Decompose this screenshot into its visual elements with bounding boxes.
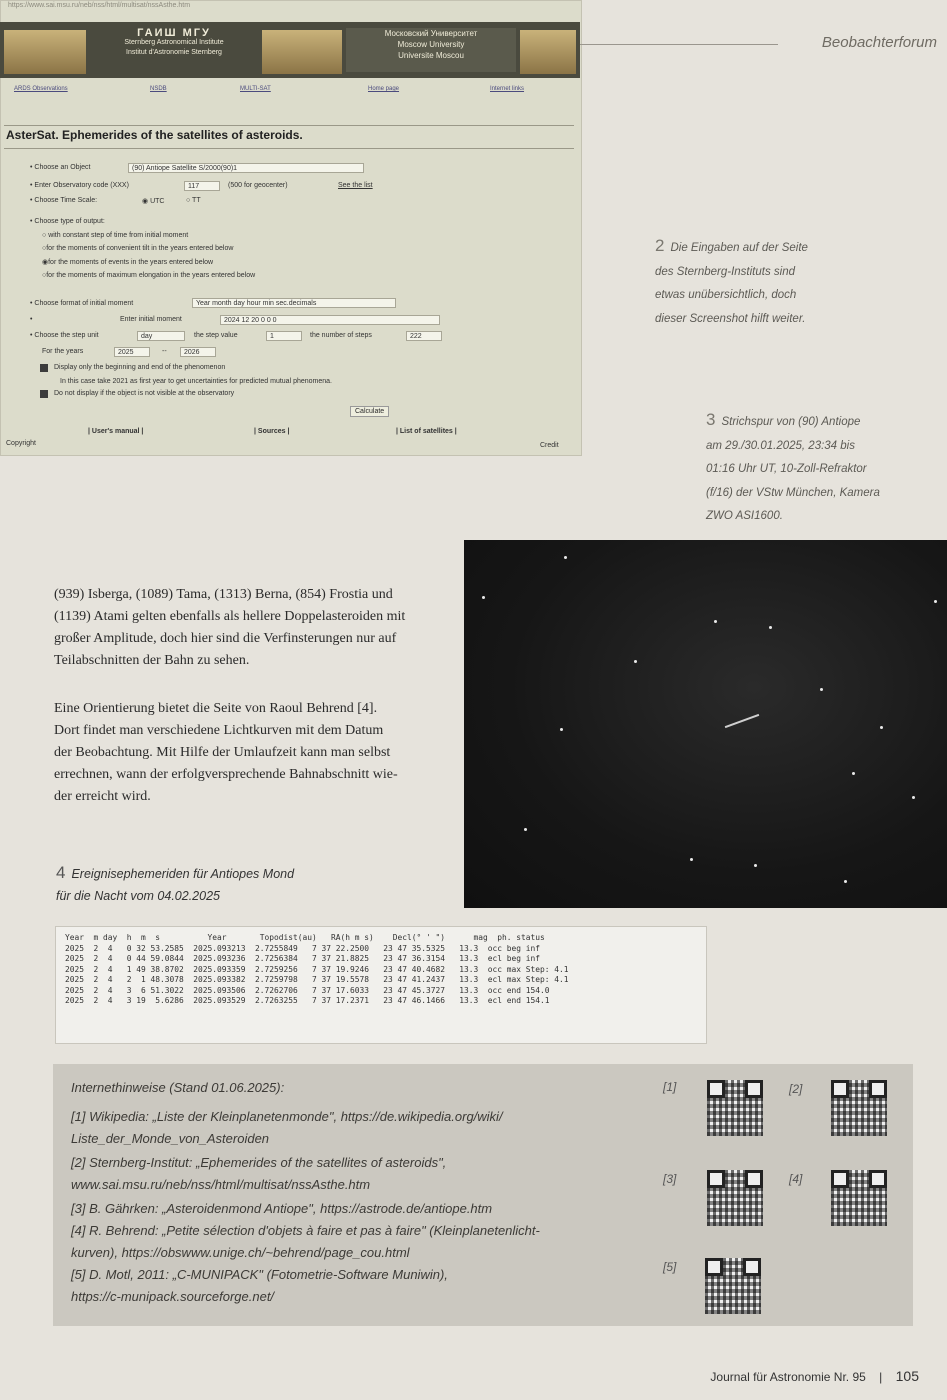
church-image (520, 30, 576, 74)
obs-code-input[interactable]: 117 (184, 181, 220, 191)
copyright: Copyright (6, 440, 36, 447)
obs-code-label: • Enter Observatory code (XXX) (30, 182, 129, 189)
format-label: • Choose format of initial moment (30, 300, 134, 307)
qr-label: [2] (789, 1082, 803, 1096)
banner-left: ГАИШ МГУ Sternberg Astronomical Institute Institut d'Astronomie Sternberg (124, 27, 224, 56)
star (564, 556, 567, 559)
star (844, 880, 847, 883)
caption-2: 2 Die Eingaben auf der Seite des Sternberg-Instituts sind etwas unübersichtlich, doch dieser Screenshot hilft weiter. (655, 236, 808, 325)
nav-link[interactable]: ARDS Observations (14, 86, 68, 92)
steps-input[interactable]: 222 (406, 331, 442, 341)
qr-code-icon[interactable] (707, 1170, 763, 1226)
nav-link[interactable]: Home page (368, 86, 400, 92)
qr-code-icon[interactable] (831, 1170, 887, 1226)
star (880, 726, 883, 729)
star (482, 596, 485, 599)
bullet: • (30, 316, 33, 323)
table-row: 2025 2 4 3 19 5.6286 2025.093529 2.7263255 7 37 17.2371 23 47 46.1466 13.3 ecl end 154.1 (65, 996, 550, 1005)
page-footer (710, 1368, 919, 1384)
qr-label: [1] (663, 1080, 677, 1094)
time-scale-label: • Choose Time Scale: (30, 197, 98, 204)
links-heading: Internethinweise (Stand 01.06.2025): (71, 1080, 285, 1095)
output-option-selected[interactable]: ◉for the moments of events in the years entered below (42, 259, 214, 266)
begin-end-checkbox[interactable] (40, 364, 48, 372)
page-title: AsterSat. Ephemerides of the satellites of asteroids. (6, 128, 303, 142)
link-line: kurven), https://obswww.unige.ch/~behrend/page_cou.html (71, 1245, 410, 1260)
journal-name: Journal für Astronomie Nr. 95 (710, 1370, 866, 1384)
caption-number: 4 (56, 863, 66, 882)
credit: Credit (540, 442, 559, 449)
body-paragraph-2: Eine Orientierung bietet die Seite von Raoul Behrend [4]. Dort findet man verschiedene Lichtkurven mit dem Datum der Beobachtung. Mit Hilfe der Umlaufzeit kann man selbst errechnen, wann der erfolgversprechende Bahnabschnitt wie- der erreicht wird. (54, 701, 398, 804)
not-visible-checkbox[interactable] (40, 390, 48, 398)
qr-code-icon[interactable] (705, 1258, 761, 1314)
qr-label: [5] (663, 1260, 677, 1274)
table-row: 2025 2 4 1 49 38.8702 2025.093359 2.7259256 7 37 19.9246 23 47 40.4682 13.3 occ max Step: 4.1 (65, 964, 569, 974)
output-label: • Choose type of output: (30, 218, 105, 225)
begin-end-label: Display only the beginning and end of the phenomenon (54, 364, 226, 371)
star (714, 620, 717, 623)
step-unit-label: • Choose the step unit (30, 332, 99, 339)
section-title: Beobachterforum (821, 34, 937, 51)
star (934, 600, 937, 603)
table-row: 2025 2 4 0 44 59.0844 2025.093236 2.7256384 7 37 21.8825 23 47 36.3154 13.3 ecl beg inf (65, 954, 541, 963)
note-2021: In this case take 2021 as first year to get uncertainties for predicted mutual phenomena. (60, 378, 332, 385)
obs-code-hint: (500 for geocenter) (228, 182, 288, 189)
star (852, 772, 855, 775)
nav-link[interactable]: MULTI-SAT (240, 86, 271, 92)
initial-moment-input[interactable]: 2024 12 20 0 0 0 (220, 315, 440, 325)
step-value-input[interactable]: 1 (266, 331, 302, 341)
calculate-button[interactable]: Calculate (350, 406, 389, 417)
star (634, 660, 637, 663)
year-from-input[interactable]: 2025 (114, 347, 150, 357)
ephemeris-table (55, 926, 707, 1044)
object-select[interactable]: (90) Antiope Satellite S/2000(90)1 (128, 163, 364, 173)
star (690, 858, 693, 861)
caption-number: 2 (655, 236, 665, 255)
see-list-link[interactable]: See the list (338, 182, 373, 189)
table-row: 2025 2 4 3 6 51.3022 2025.093506 2.7262706 7 37 17.6033 23 47 45.3727 13.3 occ end 154.0 (65, 985, 550, 995)
output-option[interactable]: ○for the moments of maximum elongation in the years entered below (42, 272, 256, 279)
caption-number: 3 (706, 410, 716, 429)
star (820, 688, 823, 691)
satellites-list-link[interactable]: | List of satellites | (396, 428, 457, 435)
initial-moment-label: Enter initial moment (120, 316, 182, 323)
step-unit-select[interactable]: day (137, 331, 185, 341)
screenshot-url: https://www.sai.msu.ru/neb/nss/html/multisat/nssAsthe.htm (8, 2, 191, 9)
link-line: https://c-munipack.sourceforge.net/ (71, 1289, 275, 1304)
utc-radio[interactable]: ◉ UTC (142, 198, 165, 205)
steps-label: the number of steps (310, 332, 372, 339)
format-select[interactable]: Year month day hour min sec.decimals (192, 298, 396, 308)
link-line: [5] D. Motl, 2011: „C-MUNIPACK" (Fotometrie-Software Muniwin), (71, 1267, 448, 1282)
link-line: [3] B. Gährken: „Asteroidenmond Antiope", https://astrode.de/antiope.htm (71, 1201, 493, 1216)
link-line: www.sai.msu.ru/neb/nss/html/multisat/nssAsthe.htm (71, 1177, 371, 1192)
divider (4, 148, 574, 149)
internet-links-box (53, 1064, 913, 1326)
screenshot-nav (0, 86, 580, 100)
star (524, 828, 527, 831)
output-option[interactable]: ○ with constant step of time from initial moment (42, 232, 189, 239)
nav-link[interactable]: NSDB (150, 86, 167, 92)
qr-code-icon[interactable] (707, 1080, 763, 1136)
star (560, 728, 563, 731)
banner-right: Московский Университет Moscow University Universite Moscou (346, 28, 516, 72)
qr-label: [3] (663, 1172, 677, 1186)
output-option[interactable]: ○for the moments of convenient tilt in the years entered below (42, 245, 234, 252)
table-row: 2025 2 4 0 32 53.2585 2025.093213 2.7255849 7 37 22.2500 23 47 35.5325 13.3 occ beg inf (65, 943, 541, 953)
divider (4, 125, 574, 126)
website-screenshot (0, 0, 582, 456)
page-number: 105 (895, 1368, 919, 1384)
footer-separator: | (879, 1370, 883, 1384)
university-image (262, 30, 342, 74)
caption-4: 4 Ereignisephemeriden für Antiopes Mond für die Nacht vom 04.02.2025 (56, 863, 295, 903)
asteroid-trail (725, 714, 760, 728)
star (769, 626, 772, 629)
screenshot-banner (0, 22, 580, 78)
building-image (4, 30, 86, 74)
years-label: For the years (42, 348, 84, 355)
table-row: 2025 2 4 2 1 48.3078 2025.093382 2.7259798 7 37 19.5578 23 47 41.2437 13.3 ecl max Step: 4.1 (65, 975, 569, 984)
star (912, 796, 915, 799)
qr-label: [4] (789, 1172, 803, 1186)
step-value-label: the step value (194, 332, 238, 339)
nav-link[interactable]: Internet links (490, 86, 525, 92)
object-label: • Choose an Object (30, 164, 91, 171)
tt-radio[interactable]: ○ TT (186, 197, 201, 204)
body-paragraph-1: (939) Isberga, (1089) Tama, (1313) Berna, (854) Frostia und (1139) Atami gelten ebenfalls als hellere Doppelasteroiden mit großer Amplitude, doch hier sind die Verfinsterungen nur auf Teilabschnitten der Bahn zu sehen. (54, 587, 406, 668)
caption-3: 3 Strichspur von (90) Antiope am 29./30.01.2025, 23:34 bis 01:16 Uhr UT, 10-Zoll-Refraktor (f/16) der VStw München, Kamera ZWO ASI1600. (706, 410, 880, 522)
not-visible-label: Do not display if the object is not visible at the observatory (54, 390, 235, 397)
table-header: Year m day h m s Year Topodist(au) RA(h m s) Decl(° ' ") mag ph. status (65, 933, 545, 942)
link-line: [4] R. Behrend: „Petite sélection d'objets à faire et pas à faire" (Kleinplanetenlicht- (71, 1223, 540, 1238)
link-line: [1] Wikipedia: „Liste der Kleinplanetenmonde", https://de.wikipedia.org/wiki/ (71, 1109, 503, 1124)
link-line: Liste_der_Monde_von_Asteroiden (71, 1131, 270, 1146)
year-separator: -- (162, 348, 167, 355)
star-trail-photo (464, 540, 947, 908)
star (754, 864, 757, 867)
link-line: [2] Sternberg-Institut: „Ephemerides of the satellites of asteroids", (71, 1155, 447, 1170)
qr-code-icon[interactable] (831, 1080, 887, 1136)
year-to-input[interactable]: 2026 (180, 347, 216, 357)
sources-link[interactable]: | Sources | (254, 428, 290, 435)
users-manual-link[interactable]: | User's manual | (88, 428, 144, 435)
